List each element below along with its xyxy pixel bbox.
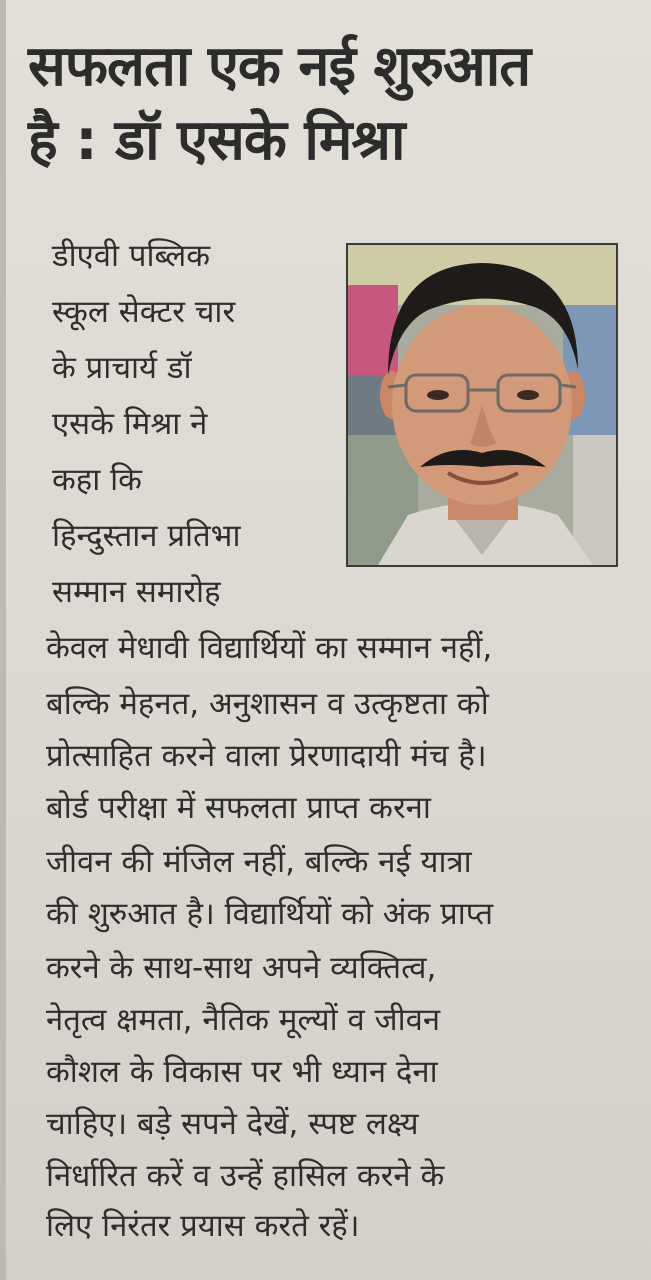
body-line: बल्कि मेहनत, अनुशासन व उत्कृष्टता को	[46, 686, 489, 722]
body-line: एसके मिश्रा ने	[52, 406, 208, 442]
portrait-photo	[346, 243, 618, 567]
body-line: हिन्दुस्तान प्रतिभा	[52, 518, 241, 554]
headline	[28, 30, 628, 178]
body-line: के प्राचार्य डॉ	[52, 350, 192, 386]
body-line: चाहिए। बड़े सपने देखें, स्पष्ट लक्ष्य	[46, 1106, 419, 1142]
body-line: सम्मान समारोह	[52, 574, 221, 610]
portrait-illustration	[348, 245, 616, 565]
body-line: कौशल के विकास पर भी ध्यान देना	[46, 1054, 438, 1090]
body-line: नेतृत्व क्षमता, नैतिक मूल्यों व जीवन	[46, 1002, 441, 1038]
body-line: की शुरुआत है। विद्यार्थियों को अंक प्राप्त	[46, 896, 494, 932]
body-line: केवल मेधावी विद्यार्थियों का सम्मान नहीं,	[46, 630, 493, 666]
body-line: करने के साथ-साथ अपने व्यक्तित्व,	[46, 950, 437, 986]
body-line: प्रोत्साहित करने वाला प्रेरणादायी मंच है।	[46, 738, 487, 774]
body-line: बोर्ड परीक्षा में सफलता प्राप्त करना	[46, 790, 431, 826]
body-line: स्कूल सेक्टर चार	[52, 294, 236, 330]
body-line: कहा कि	[52, 462, 142, 498]
headline-line-2: है : डॉ एसके मिश्रा	[28, 108, 405, 173]
body-line: लिए निरंतर प्रयास करते रहें।	[46, 1208, 360, 1244]
body-line: जीवन की मंजिल नहीं, बल्कि नई यात्रा	[46, 844, 472, 880]
body-line: निर्धारित करें व उन्हें हासिल करने के	[46, 1158, 445, 1194]
body-line: डीएवी पब्लिक	[52, 238, 211, 274]
page-edge	[0, 0, 6, 1280]
headline-line-1: सफलता एक नई शुरुआत	[28, 34, 531, 99]
